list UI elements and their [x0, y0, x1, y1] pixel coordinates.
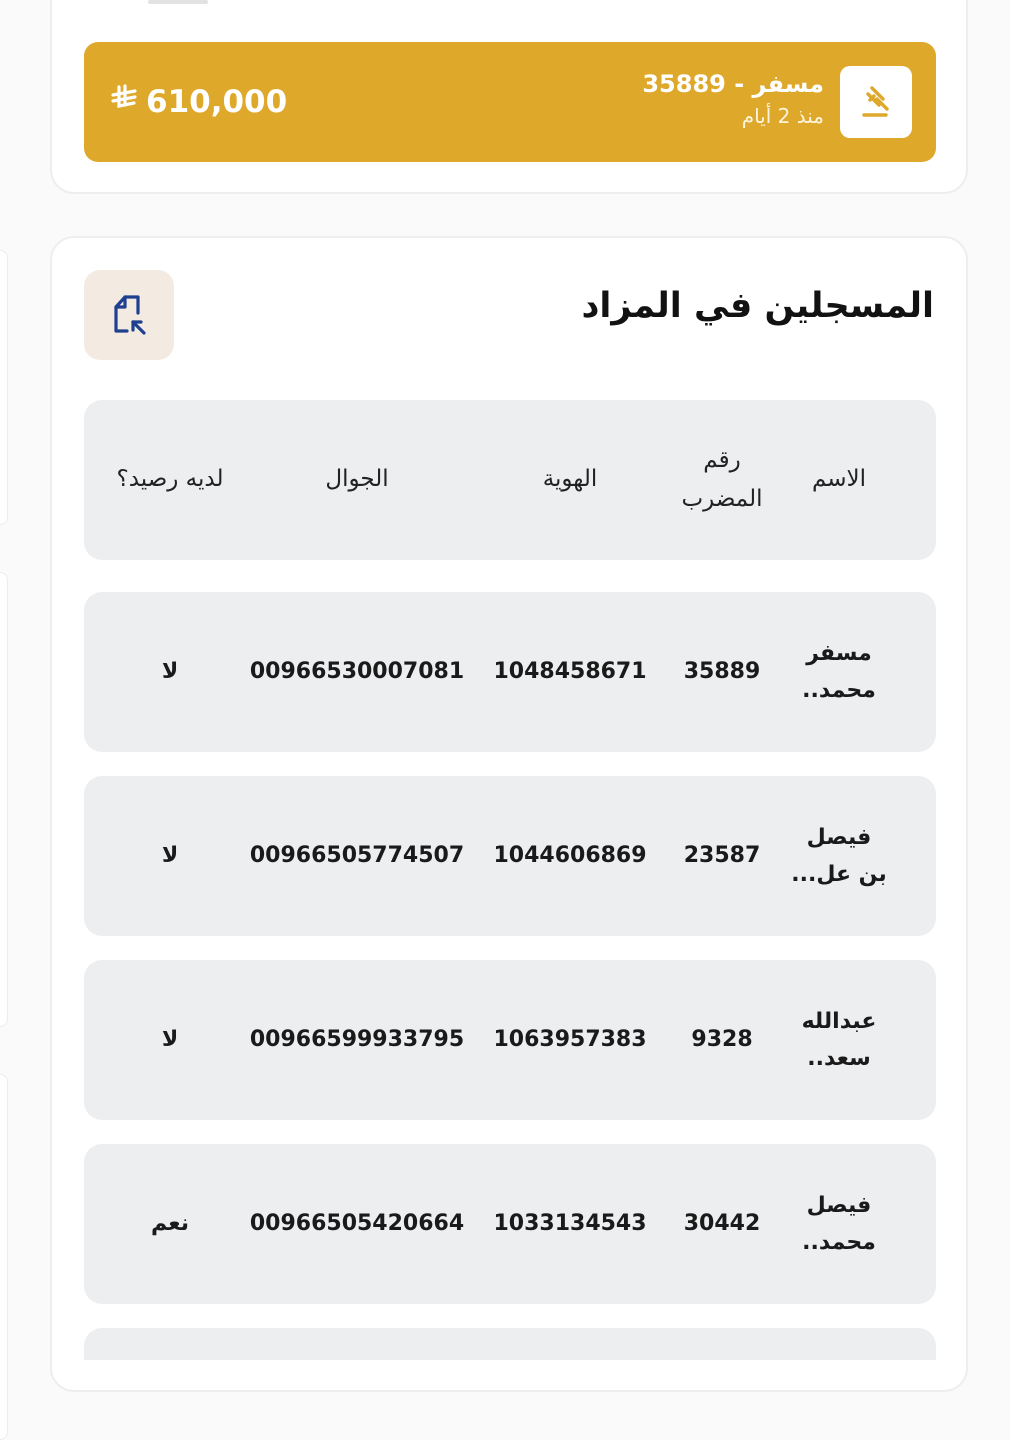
cell-has-balance: لا — [161, 843, 179, 869]
cell-bid-number: 35889 — [683, 659, 761, 685]
table-header — [84, 400, 936, 560]
bidder-label: مسفر - 35889 — [642, 70, 824, 98]
cell-mobile: 00966505774507 — [249, 843, 465, 869]
cell-id-number: 1044606869 — [493, 843, 647, 869]
cell-mobile: 00966530007081 — [249, 659, 465, 685]
cell-id-number: 1063957383 — [493, 1027, 647, 1053]
export-file-icon — [109, 293, 149, 337]
cell-has-balance: نعم — [151, 1211, 189, 1237]
table-row[interactable] — [84, 592, 936, 752]
cell-mobile: 00966599933795 — [249, 1027, 465, 1053]
header-has-balance: لديه رصيد؟ — [116, 466, 224, 493]
card-handle — [148, 0, 208, 4]
cell-bid-number: 23587 — [683, 843, 761, 869]
cell-id-number: 1048458671 — [493, 659, 647, 685]
cell-has-balance: لا — [161, 659, 179, 685]
cell-name: عبدالله سعد.. — [801, 1008, 877, 1071]
table-row[interactable] — [84, 776, 936, 936]
cell-name: فيصل محمد.. — [802, 1192, 876, 1255]
cell-bid-number: 30442 — [683, 1211, 761, 1237]
riyal-symbol-icon — [110, 84, 138, 120]
bid-time: منذ 2 أيام — [741, 104, 824, 128]
bid-amount-value: 610,000 — [146, 84, 288, 120]
export-button[interactable] — [84, 270, 174, 360]
background-panel-edge — [0, 1074, 8, 1440]
cell-name: فيصل بن عل... — [791, 824, 887, 887]
cell-name: مسفر محمد.. — [802, 640, 876, 703]
cell-id-number: 1033134543 — [493, 1211, 647, 1237]
gavel-icon — [840, 66, 912, 138]
cell-bid-number: 9328 — [691, 1027, 753, 1053]
background-panel-edge — [0, 250, 8, 525]
table-row[interactable] — [84, 1144, 936, 1304]
cell-mobile: 00966505420664 — [249, 1211, 465, 1237]
latest-bid-card — [50, 0, 968, 194]
cell-has-balance: لا — [161, 1027, 179, 1053]
registrants-card — [50, 236, 968, 1392]
table-row-partial[interactable] — [84, 1328, 936, 1360]
bid-amount — [110, 42, 287, 162]
header-bid-number: رقم المضرب — [681, 446, 763, 512]
table-row[interactable] — [84, 960, 936, 1120]
registrants-table — [84, 400, 936, 1360]
background-panel-edge — [0, 572, 8, 1027]
latest-bid-banner[interactable] — [84, 42, 936, 162]
section-title: المسجلين في المزاد — [581, 286, 934, 326]
header-name: الاسم — [811, 466, 867, 493]
header-id-number: الهوية — [542, 466, 598, 493]
bid-info — [642, 70, 824, 128]
header-mobile: الجوال — [325, 466, 389, 493]
